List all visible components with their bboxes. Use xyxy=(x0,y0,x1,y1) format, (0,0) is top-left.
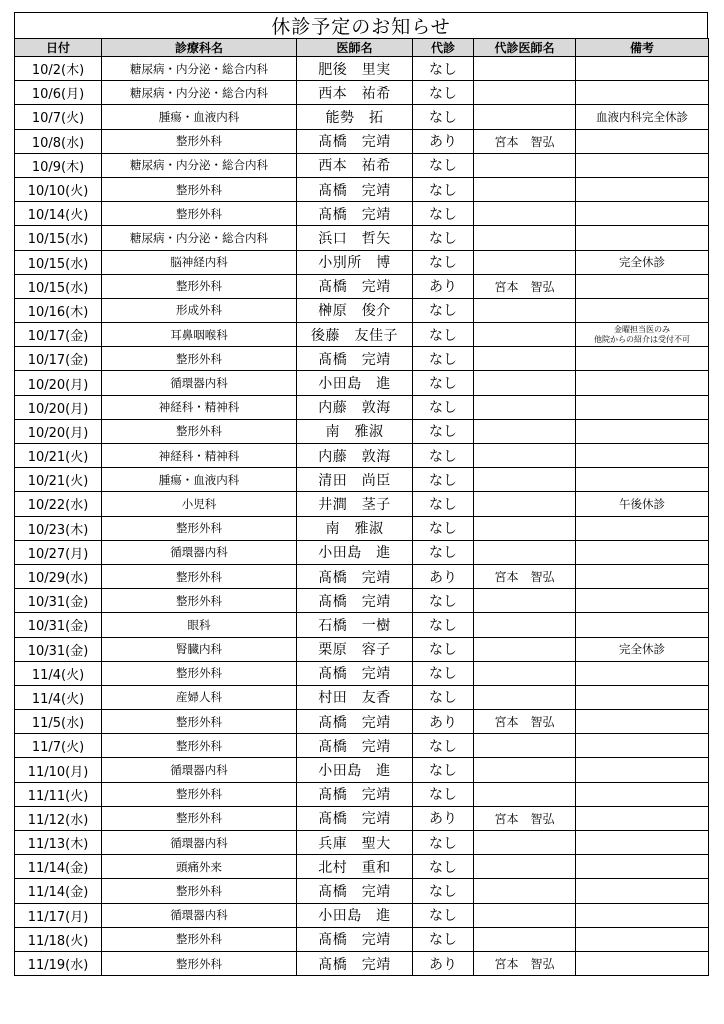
cell-dept: 整形外科 xyxy=(102,177,297,201)
cell-date: 10/20(月) xyxy=(15,419,102,443)
cell-doctor: 小田島 進 xyxy=(297,540,413,564)
cell-doctor: 髙橋 完靖 xyxy=(297,927,413,951)
table-row xyxy=(15,274,709,298)
cell-sub-doctor xyxy=(474,202,576,226)
cell-doctor: 髙橋 完靖 xyxy=(297,734,413,758)
table-row xyxy=(15,564,709,588)
cell-note xyxy=(576,298,709,322)
table-row xyxy=(15,202,709,226)
header-date: 日付 xyxy=(15,39,102,57)
cell-substitute: あり xyxy=(413,710,474,734)
cell-sub-doctor xyxy=(474,226,576,250)
cell-doctor: 内藤 敦海 xyxy=(297,395,413,419)
table-row xyxy=(15,734,709,758)
cell-doctor: 髙橋 完靖 xyxy=(297,782,413,806)
cell-dept: 循環器内科 xyxy=(102,758,297,782)
table-row xyxy=(15,685,709,709)
cell-note: 血液内科完全休診 xyxy=(576,105,709,129)
cell-substitute: あり xyxy=(413,129,474,153)
cell-doctor: 南 雅淑 xyxy=(297,419,413,443)
cell-dept: 眼科 xyxy=(102,613,297,637)
table-row xyxy=(15,444,709,468)
cell-date: 10/20(月) xyxy=(15,395,102,419)
cell-date: 10/2(木) xyxy=(15,57,102,81)
table-row xyxy=(15,806,709,830)
cell-doctor: 髙橋 完靖 xyxy=(297,661,413,685)
cell-dept: 小児科 xyxy=(102,492,297,516)
cell-doctor: 能勢 拓 xyxy=(297,105,413,129)
cell-note: 完全休診 xyxy=(576,250,709,274)
cell-note xyxy=(576,202,709,226)
cell-note xyxy=(576,323,709,347)
cell-date: 11/4(火) xyxy=(15,685,102,709)
cell-substitute: なし xyxy=(413,395,474,419)
cell-dept: 腎臓内科 xyxy=(102,637,297,661)
table-row xyxy=(15,323,709,347)
cell-dept: 糖尿病・内分泌・総合内科 xyxy=(102,57,297,81)
header-substitute: 代診 xyxy=(413,39,474,57)
cell-date: 11/17(月) xyxy=(15,903,102,927)
cell-dept: 整形外科 xyxy=(102,927,297,951)
cell-doctor: 髙橋 完靖 xyxy=(297,710,413,734)
cell-substitute: なし xyxy=(413,298,474,322)
table-row xyxy=(15,153,709,177)
cell-dept: 神経科・精神科 xyxy=(102,395,297,419)
cell-dept: 整形外科 xyxy=(102,202,297,226)
cell-doctor: 後藤 友佳子 xyxy=(297,323,413,347)
cell-doctor: 小別所 博 xyxy=(297,250,413,274)
cell-dept: 整形外科 xyxy=(102,347,297,371)
cell-doctor: 肥後 里実 xyxy=(297,57,413,81)
cell-dept: 整形外科 xyxy=(102,879,297,903)
cell-date: 10/31(金) xyxy=(15,613,102,637)
cell-sub-doctor xyxy=(474,492,576,516)
header-dept: 診療科名 xyxy=(102,39,297,57)
cell-date: 10/27(月) xyxy=(15,540,102,564)
table-row xyxy=(15,879,709,903)
cell-sub-doctor xyxy=(474,903,576,927)
cell-doctor: 髙橋 完靖 xyxy=(297,564,413,588)
cell-dept: 腫瘍・血液内科 xyxy=(102,468,297,492)
cell-dept: 整形外科 xyxy=(102,274,297,298)
cell-doctor: 髙橋 完靖 xyxy=(297,129,413,153)
table-row xyxy=(15,540,709,564)
cell-note xyxy=(576,57,709,81)
cell-dept: 整形外科 xyxy=(102,782,297,806)
cell-note: 完全休診 xyxy=(576,637,709,661)
cell-note xyxy=(576,274,709,298)
cell-sub-doctor xyxy=(474,153,576,177)
cell-substitute: あり xyxy=(413,951,474,975)
cell-dept: 循環器内科 xyxy=(102,371,297,395)
cell-note xyxy=(576,444,709,468)
header-note: 備考 xyxy=(576,39,709,57)
cell-doctor: 小田島 進 xyxy=(297,903,413,927)
cell-substitute: なし xyxy=(413,419,474,443)
cell-substitute: なし xyxy=(413,540,474,564)
cell-date: 10/20(月) xyxy=(15,371,102,395)
cell-note xyxy=(576,758,709,782)
cell-note xyxy=(576,951,709,975)
cell-date: 10/29(水) xyxy=(15,564,102,588)
cell-sub-doctor: 宮本 智弘 xyxy=(474,564,576,588)
cell-substitute: なし xyxy=(413,57,474,81)
cell-note: 午後休診 xyxy=(576,492,709,516)
cell-dept: 整形外科 xyxy=(102,951,297,975)
cell-note xyxy=(576,81,709,105)
cell-note xyxy=(576,468,709,492)
table-row xyxy=(15,395,709,419)
cell-date: 10/21(火) xyxy=(15,444,102,468)
table-row xyxy=(15,129,709,153)
cell-dept: 整形外科 xyxy=(102,419,297,443)
cell-doctor: 髙橋 完靖 xyxy=(297,177,413,201)
cell-substitute: なし xyxy=(413,105,474,129)
cell-substitute: なし xyxy=(413,81,474,105)
cell-doctor: 井澗 茎子 xyxy=(297,492,413,516)
cell-dept: 耳鼻咽喉科 xyxy=(102,323,297,347)
cell-doctor: 石橋 一樹 xyxy=(297,613,413,637)
cell-note xyxy=(576,806,709,830)
cell-doctor: 髙橋 完靖 xyxy=(297,347,413,371)
cell-dept: 糖尿病・内分泌・総合内科 xyxy=(102,226,297,250)
cell-substitute: なし xyxy=(413,153,474,177)
table-row xyxy=(15,589,709,613)
table-row xyxy=(15,492,709,516)
cell-date: 11/14(金) xyxy=(15,879,102,903)
cell-substitute: なし xyxy=(413,637,474,661)
cell-dept: 整形外科 xyxy=(102,589,297,613)
cell-sub-doctor xyxy=(474,347,576,371)
table-row xyxy=(15,782,709,806)
cell-sub-doctor: 宮本 智弘 xyxy=(474,806,576,830)
cell-sub-doctor xyxy=(474,105,576,129)
cell-substitute: なし xyxy=(413,589,474,613)
cell-note xyxy=(576,226,709,250)
cell-date: 11/11(火) xyxy=(15,782,102,806)
cell-substitute: なし xyxy=(413,347,474,371)
cell-dept: 形成外科 xyxy=(102,298,297,322)
cell-note xyxy=(576,782,709,806)
closure-notice-sheet xyxy=(14,12,708,976)
cell-doctor: 北村 重和 xyxy=(297,855,413,879)
cell-dept: 糖尿病・内分泌・総合内科 xyxy=(102,81,297,105)
cell-note xyxy=(576,177,709,201)
cell-date: 11/4(火) xyxy=(15,661,102,685)
cell-note xyxy=(576,129,709,153)
cell-dept: 脳神経内科 xyxy=(102,250,297,274)
cell-substitute: なし xyxy=(413,226,474,250)
cell-date: 11/13(木) xyxy=(15,831,102,855)
cell-doctor: 髙橋 完靖 xyxy=(297,951,413,975)
table-header-row xyxy=(15,39,709,57)
cell-date: 11/18(火) xyxy=(15,927,102,951)
cell-doctor: 小田島 進 xyxy=(297,371,413,395)
table-row xyxy=(15,250,709,274)
cell-note xyxy=(576,589,709,613)
cell-substitute: なし xyxy=(413,758,474,782)
cell-date: 10/7(火) xyxy=(15,105,102,129)
cell-substitute: なし xyxy=(413,177,474,201)
table-row xyxy=(15,927,709,951)
note-line: 他院からの紹介は受付不可 xyxy=(594,334,690,344)
cell-date: 10/31(金) xyxy=(15,637,102,661)
cell-note xyxy=(576,927,709,951)
cell-sub-doctor xyxy=(474,855,576,879)
cell-doctor: 村田 友香 xyxy=(297,685,413,709)
table-row xyxy=(15,419,709,443)
cell-substitute: なし xyxy=(413,444,474,468)
cell-note xyxy=(576,516,709,540)
table-row xyxy=(15,855,709,879)
table-row xyxy=(15,105,709,129)
cell-date: 10/6(月) xyxy=(15,81,102,105)
cell-note xyxy=(576,564,709,588)
cell-note xyxy=(576,903,709,927)
cell-doctor: 髙橋 完靖 xyxy=(297,879,413,903)
cell-sub-doctor xyxy=(474,661,576,685)
cell-date: 10/21(火) xyxy=(15,468,102,492)
cell-sub-doctor xyxy=(474,540,576,564)
table-row xyxy=(15,516,709,540)
table-row xyxy=(15,57,709,81)
cell-dept: 産婦人科 xyxy=(102,685,297,709)
table-row xyxy=(15,81,709,105)
cell-note xyxy=(576,685,709,709)
cell-doctor: 髙橋 完靖 xyxy=(297,202,413,226)
cell-date: 10/15(水) xyxy=(15,226,102,250)
cell-sub-doctor xyxy=(474,831,576,855)
table-row xyxy=(15,226,709,250)
cell-substitute: あり xyxy=(413,564,474,588)
cell-substitute: なし xyxy=(413,202,474,226)
table-row xyxy=(15,371,709,395)
cell-sub-doctor xyxy=(474,419,576,443)
cell-note xyxy=(576,540,709,564)
cell-sub-doctor xyxy=(474,395,576,419)
table-row xyxy=(15,710,709,734)
table-row xyxy=(15,831,709,855)
page-title: 休診予定のお知らせ xyxy=(14,12,708,38)
cell-sub-doctor xyxy=(474,589,576,613)
cell-substitute: なし xyxy=(413,516,474,540)
table-row xyxy=(15,347,709,371)
cell-substitute: なし xyxy=(413,927,474,951)
cell-dept: 神経科・精神科 xyxy=(102,444,297,468)
cell-dept: 整形外科 xyxy=(102,734,297,758)
table-row xyxy=(15,468,709,492)
cell-sub-doctor xyxy=(474,782,576,806)
cell-date: 11/10(月) xyxy=(15,758,102,782)
cell-date: 10/14(火) xyxy=(15,202,102,226)
cell-dept: 整形外科 xyxy=(102,564,297,588)
table-row xyxy=(15,951,709,975)
cell-date: 10/22(水) xyxy=(15,492,102,516)
cell-dept: 整形外科 xyxy=(102,129,297,153)
cell-sub-doctor xyxy=(474,613,576,637)
cell-substitute: なし xyxy=(413,831,474,855)
table-row xyxy=(15,298,709,322)
cell-sub-doctor xyxy=(474,250,576,274)
cell-doctor: 浜口 哲矢 xyxy=(297,226,413,250)
cell-note xyxy=(576,395,709,419)
cell-date: 10/23(木) xyxy=(15,516,102,540)
cell-sub-doctor: 宮本 智弘 xyxy=(474,274,576,298)
cell-substitute: なし xyxy=(413,492,474,516)
cell-sub-doctor xyxy=(474,516,576,540)
cell-note xyxy=(576,879,709,903)
cell-date: 10/15(水) xyxy=(15,250,102,274)
cell-date: 10/17(金) xyxy=(15,323,102,347)
cell-note xyxy=(576,734,709,758)
cell-note xyxy=(576,661,709,685)
cell-substitute: なし xyxy=(413,734,474,758)
cell-dept: 整形外科 xyxy=(102,516,297,540)
cell-doctor: 西本 祐希 xyxy=(297,81,413,105)
cell-date: 11/12(水) xyxy=(15,806,102,830)
cell-date: 10/16(木) xyxy=(15,298,102,322)
cell-sub-doctor xyxy=(474,57,576,81)
table-row xyxy=(15,177,709,201)
header-sub-doctor: 代診医師名 xyxy=(474,39,576,57)
closure-table xyxy=(14,38,709,976)
cell-substitute: なし xyxy=(413,371,474,395)
cell-date: 10/8(水) xyxy=(15,129,102,153)
cell-note xyxy=(576,153,709,177)
cell-sub-doctor xyxy=(474,468,576,492)
cell-substitute: あり xyxy=(413,274,474,298)
cell-date: 11/19(水) xyxy=(15,951,102,975)
cell-sub-doctor xyxy=(474,758,576,782)
cell-sub-doctor xyxy=(474,444,576,468)
cell-sub-doctor xyxy=(474,323,576,347)
cell-dept: 循環器内科 xyxy=(102,540,297,564)
cell-date: 10/9(木) xyxy=(15,153,102,177)
cell-substitute: なし xyxy=(413,468,474,492)
cell-date: 11/5(水) xyxy=(15,710,102,734)
cell-sub-doctor xyxy=(474,371,576,395)
cell-note xyxy=(576,855,709,879)
cell-doctor: 小田島 進 xyxy=(297,758,413,782)
cell-sub-doctor: 宮本 智弘 xyxy=(474,129,576,153)
table-row xyxy=(15,758,709,782)
cell-dept: 整形外科 xyxy=(102,806,297,830)
table-row xyxy=(15,903,709,927)
cell-substitute: なし xyxy=(413,661,474,685)
cell-doctor: 兵庫 聖大 xyxy=(297,831,413,855)
cell-note xyxy=(576,613,709,637)
cell-sub-doctor xyxy=(474,879,576,903)
cell-sub-doctor: 宮本 智弘 xyxy=(474,710,576,734)
cell-sub-doctor: 宮本 智弘 xyxy=(474,951,576,975)
cell-substitute: あり xyxy=(413,806,474,830)
cell-date: 10/15(水) xyxy=(15,274,102,298)
cell-substitute: なし xyxy=(413,903,474,927)
cell-doctor: 髙橋 完靖 xyxy=(297,274,413,298)
cell-doctor: 西本 祐希 xyxy=(297,153,413,177)
cell-substitute: なし xyxy=(413,250,474,274)
cell-date: 11/14(金) xyxy=(15,855,102,879)
cell-dept: 腫瘍・血液内科 xyxy=(102,105,297,129)
table-row xyxy=(15,661,709,685)
cell-dept: 循環器内科 xyxy=(102,831,297,855)
cell-sub-doctor xyxy=(474,734,576,758)
cell-note xyxy=(576,371,709,395)
cell-doctor: 髙橋 完靖 xyxy=(297,589,413,613)
cell-doctor: 髙橋 完靖 xyxy=(297,806,413,830)
cell-dept: 頭痛外来 xyxy=(102,855,297,879)
cell-doctor: 榊原 俊介 xyxy=(297,298,413,322)
cell-substitute: なし xyxy=(413,879,474,903)
note-line: 金曜担当医のみ xyxy=(614,324,670,334)
cell-note xyxy=(576,419,709,443)
cell-sub-doctor xyxy=(474,81,576,105)
table-row xyxy=(15,637,709,661)
header-doctor: 医師名 xyxy=(297,39,413,57)
cell-doctor: 内藤 敦海 xyxy=(297,444,413,468)
cell-substitute: なし xyxy=(413,685,474,709)
cell-sub-doctor xyxy=(474,298,576,322)
cell-substitute: なし xyxy=(413,782,474,806)
cell-date: 10/17(金) xyxy=(15,347,102,371)
cell-date: 10/10(火) xyxy=(15,177,102,201)
cell-substitute: なし xyxy=(413,855,474,879)
cell-dept: 整形外科 xyxy=(102,661,297,685)
cell-doctor: 南 雅淑 xyxy=(297,516,413,540)
cell-sub-doctor xyxy=(474,637,576,661)
cell-note xyxy=(576,710,709,734)
cell-substitute: なし xyxy=(413,613,474,637)
cell-sub-doctor xyxy=(474,685,576,709)
cell-doctor: 清田 尚臣 xyxy=(297,468,413,492)
cell-substitute: なし xyxy=(413,323,474,347)
cell-sub-doctor xyxy=(474,177,576,201)
cell-date: 11/7(火) xyxy=(15,734,102,758)
cell-note xyxy=(576,347,709,371)
table-row xyxy=(15,613,709,637)
cell-dept: 糖尿病・内分泌・総合内科 xyxy=(102,153,297,177)
cell-dept: 循環器内科 xyxy=(102,903,297,927)
cell-doctor: 栗原 容子 xyxy=(297,637,413,661)
cell-dept: 整形外科 xyxy=(102,710,297,734)
cell-note xyxy=(576,831,709,855)
cell-date: 10/31(金) xyxy=(15,589,102,613)
cell-sub-doctor xyxy=(474,927,576,951)
